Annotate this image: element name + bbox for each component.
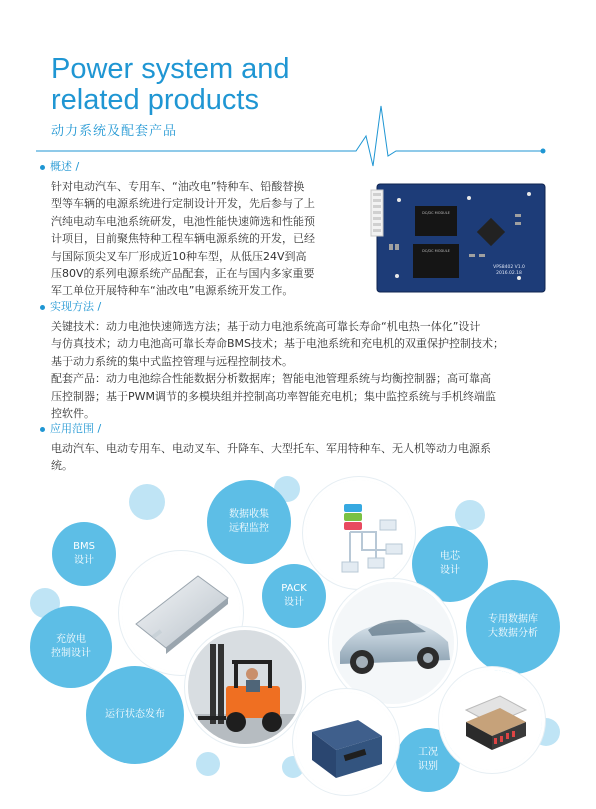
capability-collage (0, 470, 596, 809)
battery-module-photo (296, 692, 396, 792)
method-heading: 实现方法 / (40, 300, 101, 314)
decor-dot (196, 752, 220, 776)
board-part-code: VPS8402 V1.0 (493, 265, 525, 270)
bullet-dot-icon (40, 165, 45, 170)
page-subtitle: 动力系统及配套产品 (51, 124, 178, 139)
title-line-1: Power system and (51, 53, 290, 85)
bubble-data-monitoring: 数据收集 远程监控 (207, 480, 291, 564)
title-line-2: related products (51, 84, 259, 116)
module-label-1: DC/DC MODULE (422, 211, 450, 215)
bubble-database-analysis: 专用数据库 大数据分析 (466, 580, 560, 674)
electric-car-photo (332, 582, 454, 704)
bubble-cell-design: 电芯 设计 (412, 526, 488, 602)
method-text: 关键技术：动力电池快速筛选方法；基于动力电池系统高可靠长寿命“机电热一体化”设计 与仿真技术；动力电池高可靠长寿命BMS技术；基于电池系统和充电机的双重保护控制技术； 基于动力系统的集中式监控管理与远程控制技术。 配套产品：动力电池综合性能数据分析数据库；智能电池管理系统与均衡控制器；高可靠高 压控制器；基于PWM调节的多模块组并控制高功率智能充电机；集中监控系统与手机终端监 控软件。 (51, 320, 505, 421)
decor-dot (455, 500, 485, 530)
bubble-status-publish: 运行状态发布 (86, 666, 184, 764)
scope-heading: 应用范围 / (40, 422, 101, 436)
bubble-pack-design: PACK 设计 (262, 564, 326, 628)
bubble-condition-recognition: 工况 识别 (396, 728, 460, 792)
circuit-board-image (369, 178, 549, 296)
overview-heading: 概述 / (40, 160, 79, 174)
forklift-photo (188, 630, 302, 744)
bullet-dot-icon (40, 427, 45, 432)
data-server-photo (306, 480, 412, 586)
module-label-2: DC/DC MODULE (422, 249, 450, 253)
bullet-dot-icon (40, 305, 45, 310)
scope-text: 电动汽车、电动专用车、电动叉车、升降车、大型托车、军用特种车、无人机等动力电源系 统。 (51, 442, 491, 473)
decor-dot (129, 484, 165, 520)
heartbeat-divider (36, 96, 556, 176)
bms-board-photo (442, 670, 542, 770)
bubble-charge-control: 充放电 控制设计 (30, 606, 112, 688)
board-date-code: 2016.02.18 (496, 271, 522, 276)
overview-text: 针对电动汽车、专用车、“油改电”特种车、铅酸替换 型等车辆的电源系统进行定制设计开发，先后参与了上 汽纯电动车电池系统研发，电池性能快速筛选和性能预 计项目，目前聚焦特种工程车辆电源系统的开发，已经 与国际顶尖叉车厂形成近10种车型，从低压24V到高 压80V的系列电源系统产品配套，正在与国内多家重要 军工单位开展特种车“油改电”电源系统开发工作。 (51, 180, 315, 298)
bubble-bms-design: BMS 设计 (52, 522, 116, 586)
